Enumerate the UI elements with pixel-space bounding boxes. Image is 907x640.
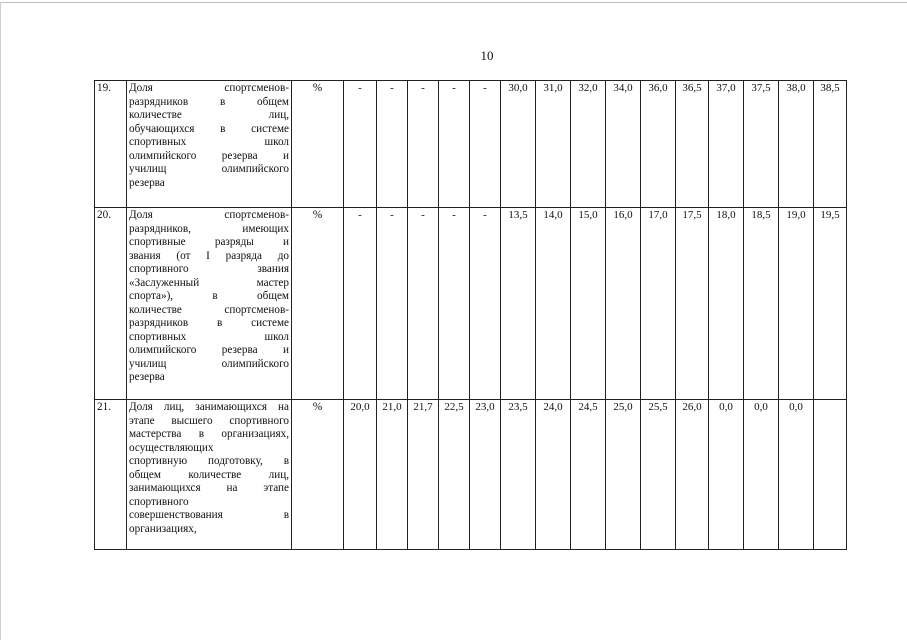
value-cell: 17,0 [641,208,676,400]
indicator-name-line: мастерства в организациях, [129,428,289,440]
value-cell: - [408,81,439,208]
value-cell: - [344,81,377,208]
value-cell: - [439,208,470,400]
indicator-name-line: резерва [129,371,165,383]
indicator-name-line: Доля лиц, занимающихся на [129,401,289,413]
indicator-name-line: спортивных школ [129,136,289,148]
indicator-name-line: «Заслуженный мастер [129,276,289,289]
page-top-rule [0,2,907,3]
indicator-name-line: спортивную подготовку, в [129,455,289,467]
value-cell: 0,0 [779,400,814,550]
indicator-name-line: общем количестве лиц, [129,468,289,481]
value-cell: - [470,208,501,400]
value-cell: 36,0 [641,81,676,208]
indicators-table [94,80,847,550]
value-cell: 24,0 [536,400,571,550]
indicator-name-line: Доля спортсменов- [129,209,289,221]
value-cell: 30,0 [501,81,536,208]
value-cell: 20,0 [344,400,377,550]
value-cell: 16,0 [606,208,641,400]
indicator-name-line: обучающихся в системе [129,122,289,135]
value-cell: 26,0 [676,400,709,550]
value-cell: - [439,81,470,208]
value-cell: 0,0 [709,400,744,550]
indicator-name-line: этапе высшего спортивного [129,414,289,427]
value-cell: 14,0 [536,208,571,400]
value-cell: - [377,81,408,208]
value-cell: 19,5 [814,208,847,400]
indicator-name-line: спортивные разряды и [129,236,289,248]
value-cell: 25,0 [606,400,641,550]
indicator-name [127,400,292,550]
indicator-name [127,208,292,400]
value-cell: 37,5 [744,81,779,208]
value-cell: 23,5 [501,400,536,550]
value-cell: 24,5 [571,400,606,550]
value-cell: 37,0 [709,81,744,208]
value-cell: 19,0 [779,208,814,400]
unit-cell: % [292,400,344,550]
indicator-name-line: звания (от I разряда до [129,249,289,262]
indicator-name-line: организациях, [129,522,197,535]
indicator-name-line: количестве спортсменов- [129,303,289,316]
value-cell: 23,0 [470,400,501,550]
indicator-name-line: спортивного [129,495,189,508]
indicator-name-line: училищ олимпийского [129,357,289,370]
indicator-name-line: олимпийского резерва и [129,344,289,356]
value-cell: 38,0 [779,81,814,208]
value-cell: 38,5 [814,81,847,208]
indicator-name-line: спорта»), в общем [129,290,289,302]
value-cell: 21,7 [408,400,439,550]
unit-cell: % [292,208,344,400]
value-cell: 36,5 [676,81,709,208]
indicator-name-line: занимающихся на этапе [129,482,289,494]
value-cell: - [408,208,439,400]
indicator-name-line: Доля спортсменов- [129,82,289,94]
indicator-name-line: разрядников в общем [129,95,289,108]
indicator-name-line: училищ олимпийского [129,163,289,175]
row-number: 20. [95,208,127,400]
row-number: 19. [95,81,127,208]
row-number: 21. [95,400,127,550]
value-cell: 21,0 [377,400,408,550]
indicator-name-line: осуществляющих [129,441,214,454]
page-number: 10 [480,48,494,63]
value-cell: 18,5 [744,208,779,400]
indicator-name-line: разрядников в системе [129,317,289,329]
value-cell: 22,5 [439,400,470,550]
table-row [95,400,847,550]
value-cell: - [470,81,501,208]
value-cell: 18,0 [709,208,744,400]
indicator-name-line: спортивных школ [129,330,289,343]
table-row [95,81,847,208]
indicator-name-line: совершенствования в [129,509,289,521]
indicator-name [127,81,292,208]
value-cell: - [344,208,377,400]
indicator-name-line: резерва [129,176,165,189]
value-cell: 13,5 [501,208,536,400]
page-left-edge [0,2,1,640]
unit-cell: % [292,81,344,208]
value-cell: 32,0 [571,81,606,208]
indicator-name-line: олимпийского резерва и [129,149,289,162]
value-cell: 17,5 [676,208,709,400]
value-cell: 34,0 [606,81,641,208]
value-cell: 15,0 [571,208,606,400]
table-row [95,208,847,400]
indicator-name-line: количестве лиц, [129,109,289,121]
indicator-name-line: разрядников, имеющих [129,222,289,235]
value-cell [814,400,847,550]
value-cell: 0,0 [744,400,779,550]
value-cell: - [377,208,408,400]
value-cell: 25,5 [641,400,676,550]
value-cell: 31,0 [536,81,571,208]
indicator-name-line: спортивного звания [129,263,289,275]
